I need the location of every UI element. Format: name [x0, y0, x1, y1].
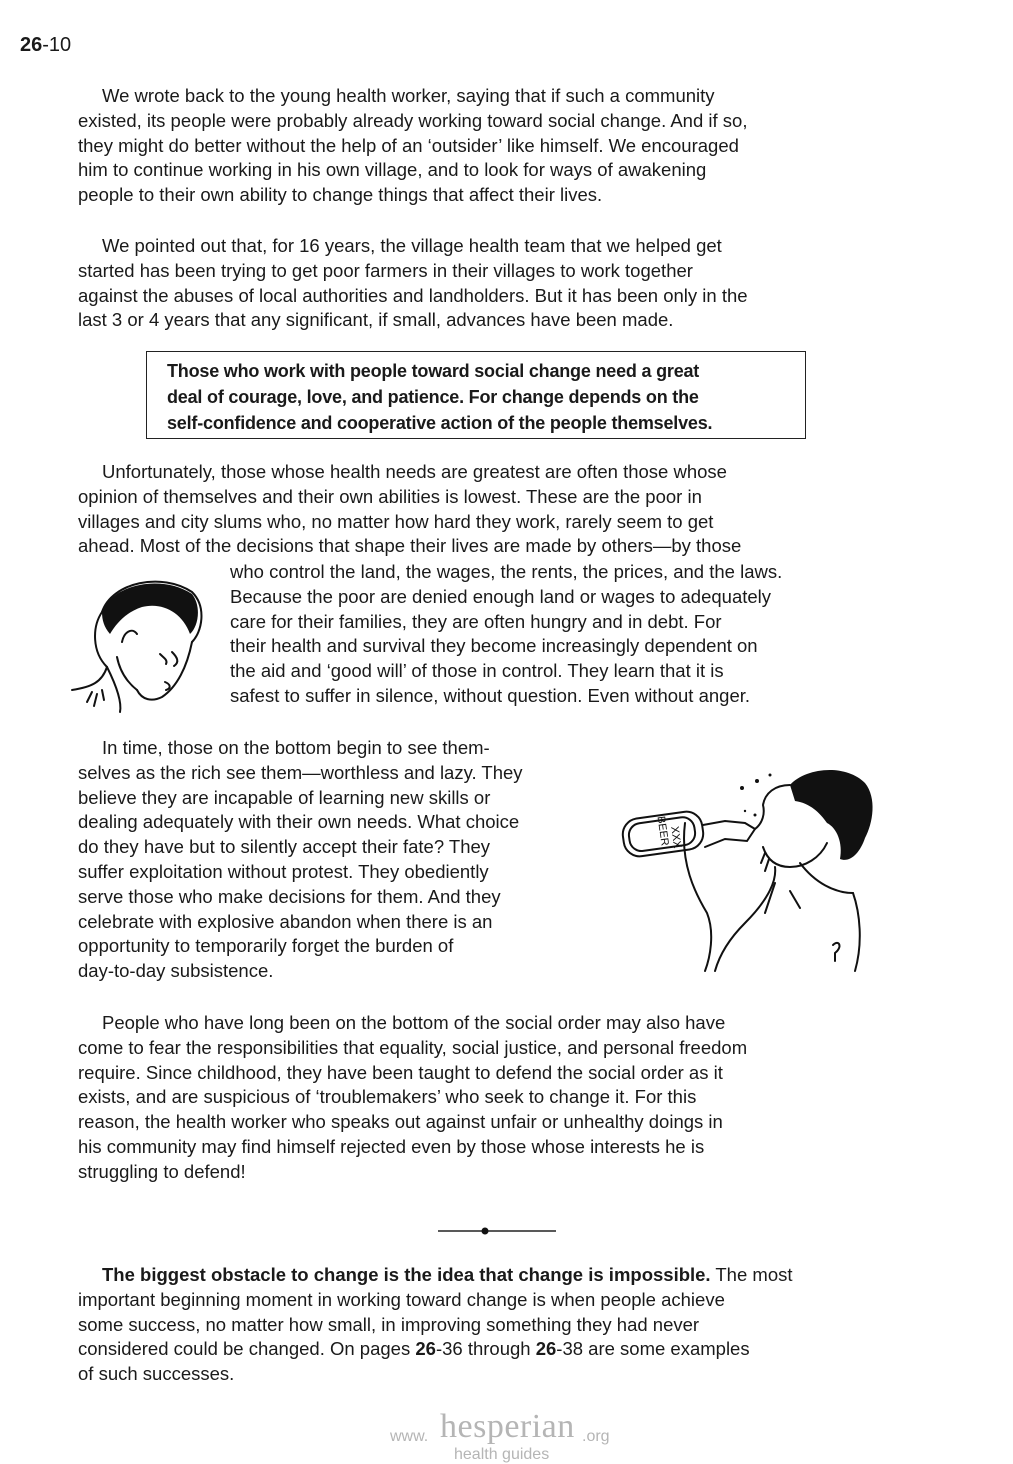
text-line: who control the land, the wages, the rents, the prices, and the laws.: [230, 561, 783, 582]
paragraph-in-time: [78, 736, 618, 984]
paragraph-wrote-back: [78, 84, 888, 208]
page-number-chapter: 26: [20, 34, 43, 56]
text-line: dealing adequately with their own needs. What choice: [78, 811, 520, 833]
text-line: celebrate with explosive abandon when there is an: [78, 910, 493, 932]
text-line: villages and city slums who, no matter how hard they work, rarely seem to get: [78, 510, 714, 532]
callout-line: deal of courage, love, and patience. For change depends on the: [167, 387, 699, 407]
callout-box: [146, 351, 806, 439]
page-ref-page: -36 through: [435, 1338, 536, 1360]
text-fragment: The most: [710, 1264, 793, 1285]
text-line: In time, those on the bottom begin to see them-: [102, 737, 490, 758]
text-line: of such successes.: [78, 1363, 235, 1385]
text-line: We wrote back to the young health worker, saying that if such a community: [102, 85, 715, 106]
text-line: day-to-day subsistence.: [78, 960, 274, 982]
text-line: We pointed out that, for 16 years, the village health team that we helped get: [102, 235, 722, 256]
footer-org: .org: [582, 1428, 610, 1445]
sad-woman-illustration: [62, 572, 212, 714]
text-line: started has been trying to get poor farmers in their villages to work together: [78, 259, 693, 281]
key-statement: The biggest obstacle to change is the idea that change is impossible.: [102, 1264, 711, 1285]
text-line: Because the poor are denied enough land or wages to adequately: [230, 585, 772, 607]
text-fragment: considered could be changed. On pages: [78, 1338, 416, 1360]
page-reference-link[interactable]: [536, 1338, 750, 1359]
bottle-label-beer: BEER: [654, 815, 671, 847]
text-line: believe they are incapable of learning new skills or: [78, 786, 491, 808]
text-line: People who have long been on the bottom of the social order may also have: [102, 1012, 726, 1033]
text-line: the aid and ‘good will’ of those in control. They learn that it is: [230, 660, 724, 682]
text-line: [78, 1337, 888, 1362]
text-line: safest to suffer in silence, without question. Even without anger.: [230, 684, 751, 706]
callout-line: Those who work with people toward social change need a great: [167, 361, 700, 381]
text-line: people to their own ability to change things that affect their lives.: [78, 184, 603, 206]
page-ref-chapter: 26: [415, 1338, 436, 1360]
text-line: come to fear the responsibilities that equality, social justice, and personal freedom: [78, 1036, 748, 1058]
text-line: last 3 or 4 years that any significant, if small, advances have been made.: [78, 309, 674, 331]
text-line: require. Since childhood, they have been taught to defend the social order as it: [78, 1061, 723, 1083]
footer-www: www.: [390, 1428, 429, 1445]
text-line: selves as the rich see them—worthless and lazy. They: [78, 761, 523, 783]
text-line: their health and survival they become increasingly dependent on: [230, 635, 758, 657]
page-ref-chapter: 26: [535, 1338, 557, 1360]
callout-line: self-confidence and cooperative action of the people themselves.: [167, 413, 713, 433]
page-number-page: -10: [42, 34, 72, 56]
woman-drawing-icon: [62, 572, 212, 714]
text-line: some success, no matter how small, in improving something they had never: [78, 1313, 700, 1335]
page-number: [20, 34, 71, 57]
text-line: him to continue working in his own village, and to look for ways of awakening: [78, 159, 707, 181]
footer-brand: hesperian: [440, 1408, 575, 1445]
text-line: struggling to defend!: [78, 1160, 246, 1182]
man-drinking-drawing-icon: [615, 763, 877, 975]
text-line: reason, the health worker who speaks out against unfair or unhealthy doings in: [78, 1111, 723, 1133]
section-divider-ornament: [438, 1223, 556, 1233]
bottle-label-xxx: XXX: [668, 825, 684, 850]
text-line: opinion of themselves and their own abilities is lowest. These are the poor in: [78, 485, 702, 507]
paragraph-people-bottom: [78, 1011, 888, 1185]
text-line: existed, its people were probably already working toward social change. And if so,: [78, 109, 748, 131]
text-line: ahead. Most of the decisions that shape their lives are made by others—by those: [78, 535, 742, 557]
text-line: opportunity to temporarily forget the burden of: [78, 935, 454, 957]
divider-diamond-icon: [438, 1226, 556, 1236]
footer-subtitle: health guides: [454, 1446, 550, 1463]
text-line: important beginning moment in working toward change is when people achieve: [78, 1288, 725, 1310]
text-line: suffer exploitation without protest. They obediently: [78, 860, 489, 882]
text-line: exists, and are suspicious of ‘troublemakers’ who seek to change it. For this: [78, 1086, 697, 1108]
text-line: Unfortunately, those whose health needs are greatest are often those whose: [102, 461, 727, 482]
text-line: his community may find himself rejected even by those whose interests he is: [78, 1135, 705, 1157]
paragraph-pointed-out: [78, 234, 888, 333]
text-line: [78, 1263, 888, 1288]
page-reference-link[interactable]: [415, 1338, 535, 1359]
text-line: do they have but to silently accept their fate? They: [78, 836, 491, 858]
paragraph-unfortunately-continued: [230, 560, 890, 709]
text-line: they might do better without the help of an ‘outsider’ like himself. We encouraged: [78, 134, 739, 156]
paragraph-unfortunately: [78, 460, 888, 559]
text-line: against the abuses of local authorities and landholders. But it has been only in the: [78, 284, 748, 306]
text-line: serve those who make decisions for them. And they: [78, 885, 501, 907]
page-ref-page: -38 are some examples: [556, 1338, 750, 1360]
paragraph-biggest-obstacle: [78, 1263, 888, 1387]
text-line: care for their families, they are often hungry and in debt. For: [230, 610, 722, 632]
drinking-man-illustration: [615, 763, 877, 975]
